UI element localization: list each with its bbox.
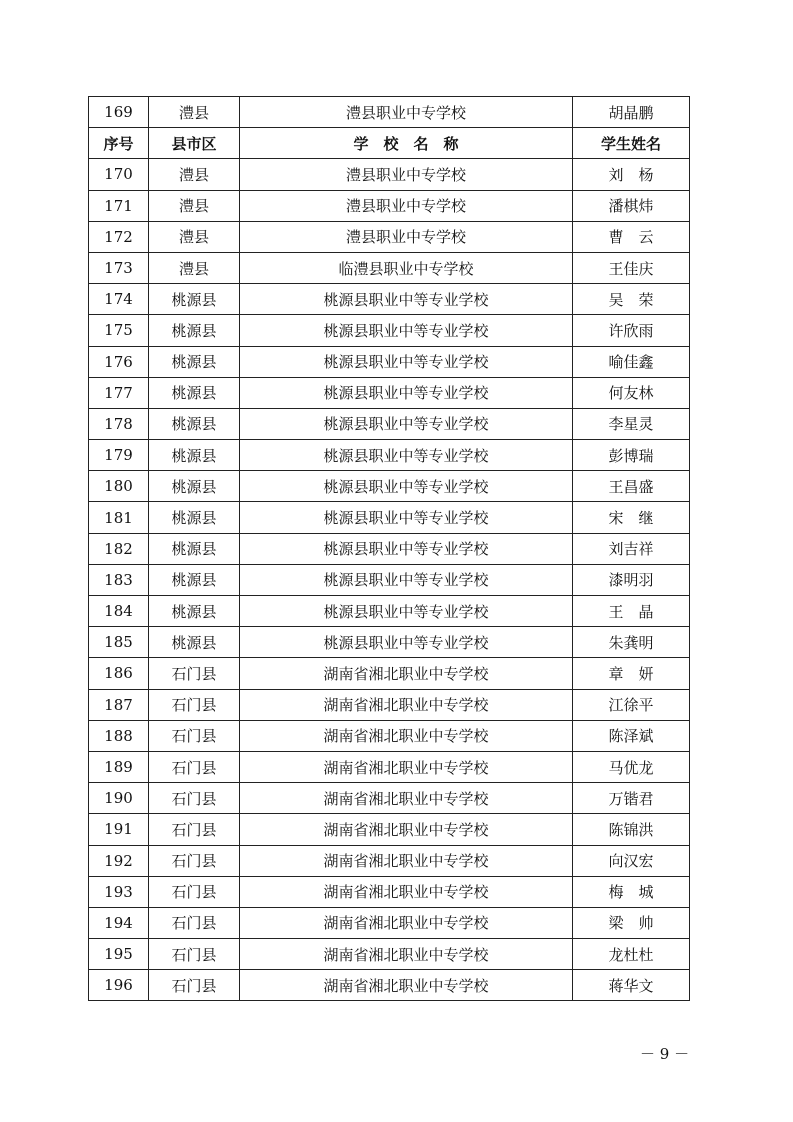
cell-name: 梅 城 [573,876,690,907]
table-row [89,440,690,471]
cell-no: 187 [89,689,149,720]
cell-county: 石门县 [149,814,240,845]
cell-county: 石门县 [149,970,240,1001]
page-number: － 9 － [640,1045,690,1063]
cell-no: 183 [89,564,149,595]
cell-school: 湖南省湘北职业中专学校 [240,720,573,751]
cell-name: 江徐平 [573,689,690,720]
cell-county: 澧县 [149,97,240,128]
cell-school: 桃源县职业中等专业学校 [240,284,573,315]
cell-school: 桃源县职业中等专业学校 [240,533,573,564]
cell-school: 湖南省湘北职业中专学校 [240,876,573,907]
cell-no: 171 [89,190,149,221]
cell-no: 185 [89,627,149,658]
cell-name: 曹 云 [573,221,690,252]
table-row [89,471,690,502]
table-row [89,689,690,720]
table-row [89,159,690,190]
cell-school: 澧县职业中专学校 [240,159,573,190]
cell-no: 175 [89,315,149,346]
table-row [89,408,690,439]
cell-county: 桃源县 [149,408,240,439]
cell-school: 湖南省湘北职业中专学校 [240,689,573,720]
cell-county: 桃源县 [149,564,240,595]
cell-school: 桃源县职业中等专业学校 [240,346,573,377]
table-row [89,627,690,658]
table-row [89,751,690,782]
cell-school: 湖南省湘北职业中专学校 [240,939,573,970]
header-no: 序号 [89,128,149,159]
cell-county: 石门县 [149,876,240,907]
cell-school: 澧县职业中专学校 [240,97,573,128]
cell-no: 195 [89,939,149,970]
cell-county: 桃源县 [149,627,240,658]
cell-name: 万锴君 [573,783,690,814]
cell-no: 189 [89,751,149,782]
cell-county: 石门县 [149,658,240,689]
cell-name: 向汉宏 [573,845,690,876]
cell-name: 吴 荣 [573,284,690,315]
cell-school: 桃源县职业中等专业学校 [240,471,573,502]
cell-no: 169 [89,97,149,128]
table-row [89,814,690,845]
cell-no: 188 [89,720,149,751]
header-county: 县市区 [149,128,240,159]
table-row [89,221,690,252]
cell-name: 彭博瑞 [573,440,690,471]
cell-no: 173 [89,252,149,283]
cell-school: 桃源县职业中等专业学校 [240,564,573,595]
cell-name: 王昌盛 [573,471,690,502]
table-row [89,533,690,564]
cell-school: 澧县职业中专学校 [240,190,573,221]
cell-county: 桃源县 [149,502,240,533]
cell-name: 陈泽斌 [573,720,690,751]
cell-school: 湖南省湘北职业中专学校 [240,658,573,689]
cell-school: 湖南省湘北职业中专学校 [240,970,573,1001]
cell-county: 石门县 [149,907,240,938]
cell-county: 桃源县 [149,377,240,408]
table-row [89,252,690,283]
cell-name: 何友林 [573,377,690,408]
cell-school: 桃源县职业中等专业学校 [240,408,573,439]
cell-name: 胡晶鹏 [573,97,690,128]
cell-county: 石门县 [149,783,240,814]
cell-no: 176 [89,346,149,377]
cell-no: 186 [89,658,149,689]
table-row [89,190,690,221]
cell-county: 石门县 [149,939,240,970]
table-row [89,939,690,970]
table-header-row [89,128,690,159]
cell-county: 石门县 [149,720,240,751]
cell-county: 石门县 [149,689,240,720]
cell-no: 178 [89,408,149,439]
cell-county: 桃源县 [149,346,240,377]
table-row [89,876,690,907]
cell-name: 宋 继 [573,502,690,533]
student-roster-table [88,96,690,1001]
table-row [89,97,690,128]
cell-county: 桃源县 [149,471,240,502]
cell-school: 桃源县职业中等专业学校 [240,502,573,533]
cell-no: 181 [89,502,149,533]
cell-no: 172 [89,221,149,252]
table-row [89,315,690,346]
cell-name: 马优龙 [573,751,690,782]
cell-school: 桃源县职业中等专业学校 [240,596,573,627]
roster-body [89,97,690,1001]
cell-county: 桃源县 [149,596,240,627]
cell-no: 182 [89,533,149,564]
cell-county: 澧县 [149,159,240,190]
cell-name: 许欣雨 [573,315,690,346]
cell-name: 漆明羽 [573,564,690,595]
cell-county: 桃源县 [149,533,240,564]
cell-name: 潘棋炜 [573,190,690,221]
cell-no: 174 [89,284,149,315]
table-row [89,284,690,315]
cell-name: 王 晶 [573,596,690,627]
cell-county: 澧县 [149,221,240,252]
cell-name: 李星灵 [573,408,690,439]
cell-name: 喻佳鑫 [573,346,690,377]
table-row [89,596,690,627]
table-row [89,502,690,533]
header-name: 学生姓名 [573,128,690,159]
table-row [89,845,690,876]
cell-school: 湖南省湘北职业中专学校 [240,845,573,876]
cell-county: 石门县 [149,751,240,782]
cell-no: 170 [89,159,149,190]
cell-name: 梁 帅 [573,907,690,938]
header-school: 学 校 名 称 [240,128,573,159]
cell-no: 190 [89,783,149,814]
table-row [89,907,690,938]
table-row [89,970,690,1001]
cell-school: 桃源县职业中等专业学校 [240,627,573,658]
cell-county: 澧县 [149,190,240,221]
table-row [89,564,690,595]
cell-school: 湖南省湘北职业中专学校 [240,751,573,782]
cell-no: 193 [89,876,149,907]
table-row [89,658,690,689]
cell-school: 湖南省湘北职业中专学校 [240,783,573,814]
cell-name: 章 妍 [573,658,690,689]
cell-school: 桃源县职业中等专业学校 [240,440,573,471]
cell-name: 龙杜杜 [573,939,690,970]
cell-county: 澧县 [149,252,240,283]
cell-no: 192 [89,845,149,876]
cell-school: 湖南省湘北职业中专学校 [240,907,573,938]
cell-school: 桃源县职业中等专业学校 [240,377,573,408]
cell-no: 196 [89,970,149,1001]
cell-no: 194 [89,907,149,938]
table-row [89,720,690,751]
cell-county: 桃源县 [149,315,240,346]
cell-name: 朱龚明 [573,627,690,658]
cell-name: 刘 杨 [573,159,690,190]
cell-school: 临澧县职业中专学校 [240,252,573,283]
cell-name: 陈锦洪 [573,814,690,845]
cell-name: 蒋华文 [573,970,690,1001]
cell-school: 澧县职业中专学校 [240,221,573,252]
cell-school: 湖南省湘北职业中专学校 [240,814,573,845]
table-row [89,346,690,377]
cell-county: 石门县 [149,845,240,876]
cell-no: 179 [89,440,149,471]
table-row [89,783,690,814]
cell-no: 184 [89,596,149,627]
cell-no: 191 [89,814,149,845]
cell-name: 王佳庆 [573,252,690,283]
cell-county: 桃源县 [149,284,240,315]
cell-county: 桃源县 [149,440,240,471]
cell-no: 180 [89,471,149,502]
cell-no: 177 [89,377,149,408]
cell-school: 桃源县职业中等专业学校 [240,315,573,346]
cell-name: 刘吉祥 [573,533,690,564]
table-row [89,377,690,408]
